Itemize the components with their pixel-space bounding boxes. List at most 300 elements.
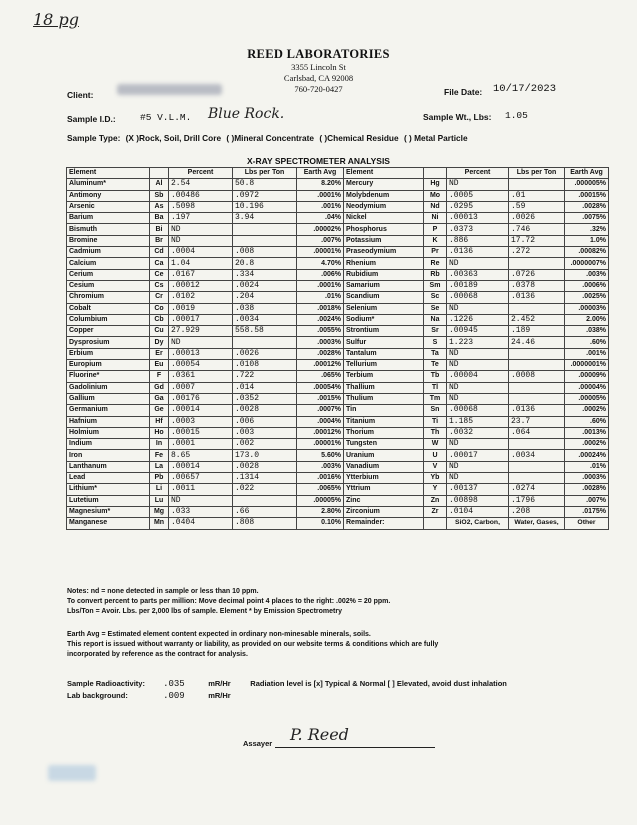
table-cell: Pb — [150, 473, 169, 484]
table-row — [67, 393, 609, 404]
table-cell: 27.929 — [169, 326, 233, 337]
table-cell: .1314 — [233, 473, 297, 484]
table-cell: Yttrium — [344, 484, 424, 495]
table-row — [67, 224, 609, 235]
notes-line: To convert percent to parts per million: Move decimal point 4 places to the right: .002% = 20 ppm. — [67, 598, 391, 605]
table-cell: Hg — [424, 179, 447, 190]
table-cell: 0.10% — [297, 518, 344, 529]
table-cell — [509, 348, 565, 359]
table-cell: Samarium — [344, 280, 424, 291]
table-cell — [509, 179, 565, 190]
table-cell: Calcium — [67, 258, 150, 269]
table-cell: .003% — [565, 269, 609, 280]
table-cell: Ga — [150, 393, 169, 404]
table-cell: .0015% — [297, 393, 344, 404]
table-cell: Cr — [150, 292, 169, 303]
table-cell: .808 — [233, 518, 297, 529]
table-cell: Thallium — [344, 382, 424, 393]
table-cell: ND — [169, 235, 233, 246]
table-cell: .0008 — [509, 371, 565, 382]
table-row — [67, 473, 609, 484]
table-cell: .66 — [233, 506, 297, 517]
table-cell: Germanium — [67, 405, 150, 416]
table-row — [67, 506, 609, 517]
table-cell: Barium — [67, 213, 150, 224]
table-cell: .00013 — [169, 348, 233, 359]
table-cell: .007% — [297, 235, 344, 246]
table-cell: Te — [424, 360, 447, 371]
table-cell: ND — [447, 393, 509, 404]
table-row — [67, 461, 609, 472]
table-cell: Cd — [150, 247, 169, 258]
radio-unit: mR/Hr — [208, 691, 231, 700]
lab-background-label: Lab background: — [67, 691, 128, 700]
table-cell: Fe — [150, 450, 169, 461]
table-cell: .0024 — [233, 280, 297, 291]
table-cell: 8.65 — [169, 450, 233, 461]
table-cell: Indium — [67, 439, 150, 450]
table-row — [67, 348, 609, 359]
table-cell: Cu — [150, 326, 169, 337]
table-cell: .00014 — [169, 405, 233, 416]
table-cell: Lead — [67, 473, 150, 484]
table-cell: .197 — [169, 213, 233, 224]
table-cell — [233, 224, 297, 235]
table-cell: Sc — [424, 292, 447, 303]
table-cell: Br — [150, 235, 169, 246]
table-cell: Tin — [344, 405, 424, 416]
table-cell: 23.7 — [509, 416, 565, 427]
table-cell: .0016% — [297, 473, 344, 484]
table-cell: ND — [169, 224, 233, 235]
table-cell: 173.0 — [233, 450, 297, 461]
table-row — [67, 303, 609, 314]
table-cell: 2.80% — [297, 506, 344, 517]
notes-block — [67, 587, 390, 617]
table-cell: .189 — [509, 326, 565, 337]
table-cell: .00082% — [565, 247, 609, 258]
table-cell: .000005% — [565, 179, 609, 190]
table-cell: .0011 — [169, 484, 233, 495]
sample-type-mineral: ( )Mineral Concentrate — [226, 133, 314, 143]
table-cell: Copper — [67, 326, 150, 337]
radioactivity-row — [67, 678, 507, 690]
table-row — [67, 495, 609, 506]
table-cell: .00945 — [447, 326, 509, 337]
table-cell: .0028% — [297, 348, 344, 359]
table-cell — [233, 495, 297, 506]
table-row — [67, 416, 609, 427]
earth-line: incorporated by reference as the contract for analysis. — [67, 651, 248, 658]
table-cell: .0972 — [233, 190, 297, 201]
table-cell: .0006% — [565, 280, 609, 291]
table-cell: 2.54 — [169, 179, 233, 190]
table-cell: Nd — [424, 201, 447, 212]
table-cell: ND — [447, 473, 509, 484]
table-cell: Potassium — [344, 235, 424, 246]
table-cell: Li — [150, 484, 169, 495]
table-cell: .00012 — [169, 280, 233, 291]
table-title: X-RAY SPECTROMETER ANALYSIS — [247, 156, 390, 166]
table-cell: .00003% — [565, 303, 609, 314]
table-cell: .00486 — [169, 190, 233, 201]
table-cell: S — [424, 337, 447, 348]
table-cell: Remainder: — [344, 518, 424, 529]
table-cell: Thorium — [344, 427, 424, 438]
table-cell: .01 — [509, 190, 565, 201]
table-cell: .204 — [233, 292, 297, 303]
table-cell: .59 — [509, 201, 565, 212]
table-cell: .0024% — [297, 314, 344, 325]
table-cell: .00014 — [169, 461, 233, 472]
table-cell: Neodymium — [344, 201, 424, 212]
table-cell: .0361 — [169, 371, 233, 382]
table-cell: .00001% — [297, 439, 344, 450]
table-cell: .00015 — [169, 427, 233, 438]
table-cell: .0034 — [509, 450, 565, 461]
table-cell: .003% — [297, 461, 344, 472]
table-cell: .00363 — [447, 269, 509, 280]
lab-city: Carlsbad, CA 92008 — [283, 73, 354, 83]
table-cell: .60% — [565, 416, 609, 427]
table-cell: .334 — [233, 269, 297, 280]
table-cell: 10.196 — [233, 201, 297, 212]
table-cell: Praseodymium — [344, 247, 424, 258]
table-cell: Ytterbium — [344, 473, 424, 484]
table-cell: .0034 — [233, 314, 297, 325]
table-cell: Bismuth — [67, 224, 150, 235]
table-cell: Zirconium — [344, 506, 424, 517]
table-cell: Titanium — [344, 416, 424, 427]
table-cell: 1.185 — [447, 416, 509, 427]
table-cell: Holmium — [67, 427, 150, 438]
table-body — [67, 179, 609, 529]
table-cell: Tm — [424, 393, 447, 404]
lab-address: 3355 Lincoln St — [291, 62, 346, 72]
table-cell: .006% — [297, 269, 344, 280]
sample-type-chemical: ( )Chemical Residue — [319, 133, 399, 143]
table-cell: .0004 — [169, 247, 233, 258]
table-cell: Mn — [150, 518, 169, 529]
table-cell: .00001% — [297, 247, 344, 258]
table-cell: .0025% — [565, 292, 609, 303]
table-cell: .00012% — [297, 427, 344, 438]
table-cell: Lutetium — [67, 495, 150, 506]
table-cell: .00189 — [447, 280, 509, 291]
table-cell: Selenium — [344, 303, 424, 314]
table-cell — [424, 518, 447, 529]
table-cell: Tl — [424, 382, 447, 393]
table-cell: 24.46 — [509, 337, 565, 348]
table-cell: Europium — [67, 360, 150, 371]
table-cell — [509, 461, 565, 472]
table-cell: Nickel — [344, 213, 424, 224]
table-cell: 2.452 — [509, 314, 565, 325]
sample-type-label: Sample Type: — [67, 133, 121, 143]
table-cell: .007% — [565, 495, 609, 506]
table-cell: .00015% — [565, 190, 609, 201]
table-cell: Gd — [150, 382, 169, 393]
table-cell: .0028% — [565, 484, 609, 495]
file-date-label: File Date: — [444, 87, 483, 97]
table-cell: Lanthanum — [67, 461, 150, 472]
sample-type-metal: ( ) Metal Particle — [403, 133, 468, 143]
table-cell: Cobalt — [67, 303, 150, 314]
table-row — [67, 450, 609, 461]
table-cell: .00068 — [447, 292, 509, 303]
table-cell: Tungsten — [344, 439, 424, 450]
table-cell: Sn — [424, 405, 447, 416]
table-cell: 558.58 — [233, 326, 297, 337]
table-cell: .0167 — [169, 269, 233, 280]
table-cell: Columbium — [67, 314, 150, 325]
table-cell: .0032 — [447, 427, 509, 438]
table-cell: .1226 — [447, 314, 509, 325]
table-row — [67, 382, 609, 393]
assayer-signature: P. Reed — [290, 725, 349, 744]
table-row — [67, 247, 609, 258]
table-row — [67, 439, 609, 450]
table-cell: .022 — [233, 484, 297, 495]
table-cell: .0028 — [233, 405, 297, 416]
table-row — [67, 235, 609, 246]
table-cell: Strontium — [344, 326, 424, 337]
table-cell: U — [424, 450, 447, 461]
table-row — [67, 292, 609, 303]
table-cell: Hafnium — [67, 416, 150, 427]
table-row — [67, 201, 609, 212]
table-cell: .0001% — [297, 280, 344, 291]
table-cell: Pr — [424, 247, 447, 258]
table-cell: Iron — [67, 450, 150, 461]
table-cell: .065% — [297, 371, 344, 382]
table-cell: .00657 — [169, 473, 233, 484]
table-cell: .00054 — [169, 360, 233, 371]
table-cell: Na — [424, 314, 447, 325]
table-cell: .0000007% — [565, 258, 609, 269]
table-cell: Sm — [424, 280, 447, 291]
table-cell — [509, 393, 565, 404]
table-cell — [233, 235, 297, 246]
table-cell: Lu — [150, 495, 169, 506]
table-cell: P — [424, 224, 447, 235]
table-cell: Dy — [150, 337, 169, 348]
table-cell: ND — [447, 439, 509, 450]
table-cell: .038 — [233, 303, 297, 314]
table-cell: .0136 — [509, 405, 565, 416]
table-cell: .0000001% — [565, 360, 609, 371]
table-cell: Ba — [150, 213, 169, 224]
table-cell: Er — [150, 348, 169, 359]
table-cell: Ti — [424, 416, 447, 427]
table-cell: .0028 — [233, 461, 297, 472]
table-cell: 1.223 — [447, 337, 509, 348]
header-cell: Lbs per Ton — [509, 168, 565, 179]
table-cell: .00005% — [297, 495, 344, 506]
table-cell: Antimony — [67, 190, 150, 201]
table-cell: .60% — [565, 337, 609, 348]
table-cell: .0026 — [509, 213, 565, 224]
table-cell: Zn — [424, 495, 447, 506]
table-cell: ND — [447, 303, 509, 314]
table-cell: .0108 — [233, 360, 297, 371]
table-cell: .04% — [297, 213, 344, 224]
table-cell: Rubidium — [344, 269, 424, 280]
table-cell: .272 — [509, 247, 565, 258]
table-cell: Mg — [150, 506, 169, 517]
table-cell: Cesium — [67, 280, 150, 291]
table-cell: .0726 — [509, 269, 565, 280]
sample-type-rock: (X )Rock, Soil, Drill Core — [125, 133, 222, 143]
earth-line: Earth Avg = Estimated element content expected in ordinary non-minesable minerals, soils. — [67, 631, 371, 638]
table-cell: Ge — [150, 405, 169, 416]
table-cell: .0002% — [565, 405, 609, 416]
client-redacted — [117, 84, 222, 95]
table-cell: ND — [447, 360, 509, 371]
header-cell: Earth Avg — [297, 168, 344, 179]
table-cell: .00068 — [447, 405, 509, 416]
table-cell: .038% — [565, 326, 609, 337]
table-cell: .0007% — [297, 405, 344, 416]
header-cell: Percent — [447, 168, 509, 179]
lab-phone: 760-720-0427 — [294, 84, 343, 94]
table-cell: Se — [424, 303, 447, 314]
notes-line: Notes: nd = none detected in sample or less than 10 ppm. — [67, 588, 259, 595]
table-cell: Ca — [150, 258, 169, 269]
earth-line: This report is issued without warranty or liability, as provided on our website terms & conditions which are fully — [67, 641, 439, 648]
table-cell: .0373 — [447, 224, 509, 235]
header-cell: Percent — [169, 168, 233, 179]
table-cell: .0352 — [233, 393, 297, 404]
table-cell: Al — [150, 179, 169, 190]
table-cell: Cadmium — [67, 247, 150, 258]
table-row — [67, 427, 609, 438]
assayer-label: Assayer — [243, 739, 273, 748]
table-cell: Cs — [150, 280, 169, 291]
table-cell: 20.8 — [233, 258, 297, 269]
table-row — [67, 326, 609, 337]
table-cell: Molybdenum — [344, 190, 424, 201]
table-cell: W — [424, 439, 447, 450]
table-cell: Fluorine* — [67, 371, 150, 382]
table-cell: Mercury — [344, 179, 424, 190]
table-cell: Re — [424, 258, 447, 269]
table-row — [67, 337, 609, 348]
table-cell — [509, 360, 565, 371]
xrf-analysis-table — [66, 167, 609, 530]
table-cell: .0003% — [565, 473, 609, 484]
table-row — [67, 405, 609, 416]
table-cell: Uranium — [344, 450, 424, 461]
table-cell: Phosphorus — [344, 224, 424, 235]
client-label: Client: — [67, 90, 94, 100]
table-cell: Y — [424, 484, 447, 495]
table-cell: Ho — [150, 427, 169, 438]
table-row — [67, 258, 609, 269]
table-cell: .008 — [233, 247, 297, 258]
header-cell — [424, 168, 447, 179]
table-cell: 50.8 — [233, 179, 297, 190]
table-cell: .0136 — [509, 292, 565, 303]
table-cell: Arsenic — [67, 201, 150, 212]
table-cell: .0274 — [509, 484, 565, 495]
background-row — [67, 690, 507, 702]
table-cell: 3.94 — [233, 213, 297, 224]
table-cell: Scandium — [344, 292, 424, 303]
table-cell: .0175% — [565, 506, 609, 517]
table-cell: Tantalum — [344, 348, 424, 359]
table-cell: .00017 — [447, 450, 509, 461]
radiation-level-text: Radiation level is [x] Typical & Normal [ ] Elevated, avoid dust inhalation — [250, 679, 507, 688]
table-cell: Zr — [424, 506, 447, 517]
table-cell: .033 — [169, 506, 233, 517]
table-cell: .0026 — [233, 348, 297, 359]
table-cell: .00024% — [565, 450, 609, 461]
radioactivity-block — [67, 678, 507, 702]
table-cell: 1.04 — [169, 258, 233, 269]
table-cell: .00013 — [447, 213, 509, 224]
table-cell: Sb — [150, 190, 169, 201]
table-cell — [509, 382, 565, 393]
table-cell: .0001 — [169, 439, 233, 450]
table-cell: .0102 — [169, 292, 233, 303]
sample-id-value: #5 V.L.M. — [140, 112, 192, 123]
header-cell: Earth Avg — [565, 168, 609, 179]
table-cell: Sr — [424, 326, 447, 337]
table-cell — [509, 258, 565, 269]
table-cell: .00137 — [447, 484, 509, 495]
header-cell — [150, 168, 169, 179]
table-cell: .006 — [233, 416, 297, 427]
table-row — [67, 179, 609, 190]
table-cell: .0404 — [169, 518, 233, 529]
table-row — [67, 269, 609, 280]
table-cell: .1796 — [509, 495, 565, 506]
sample-wt-value: 1.05 — [505, 110, 528, 121]
table-cell: .722 — [233, 371, 297, 382]
table-cell: Hf — [150, 416, 169, 427]
sample-radio-label: Sample Radioactivity: — [67, 679, 145, 688]
table-cell: .003 — [233, 427, 297, 438]
sample-type-line — [67, 133, 471, 143]
table-cell: .0028% — [565, 201, 609, 212]
table-cell: Cb — [150, 314, 169, 325]
table-cell: .0003 — [169, 416, 233, 427]
table-cell: As — [150, 201, 169, 212]
table-cell — [509, 439, 565, 450]
table-cell: Co — [150, 303, 169, 314]
table-cell: ND — [447, 258, 509, 269]
table-cell: .002 — [233, 439, 297, 450]
table-cell: ND — [447, 348, 509, 359]
table-cell: .001% — [565, 348, 609, 359]
header-cell: Element — [344, 168, 424, 179]
table-cell: Aluminum* — [67, 179, 150, 190]
table-cell: .064 — [509, 427, 565, 438]
table-cell: .0019 — [169, 303, 233, 314]
table-cell: .00054% — [297, 382, 344, 393]
sample-wt-label: Sample Wt., Lbs: — [423, 112, 492, 122]
table-row — [67, 518, 609, 529]
table-cell: .014 — [233, 382, 297, 393]
lab-name: REED LABORATORIES — [247, 47, 390, 61]
table-cell: Terbium — [344, 371, 424, 382]
corner-note: 18 pg — [33, 10, 79, 29]
table-cell: .0002% — [565, 439, 609, 450]
table-cell: .0004% — [297, 416, 344, 427]
table-cell: ND — [169, 337, 233, 348]
table-cell — [233, 337, 297, 348]
